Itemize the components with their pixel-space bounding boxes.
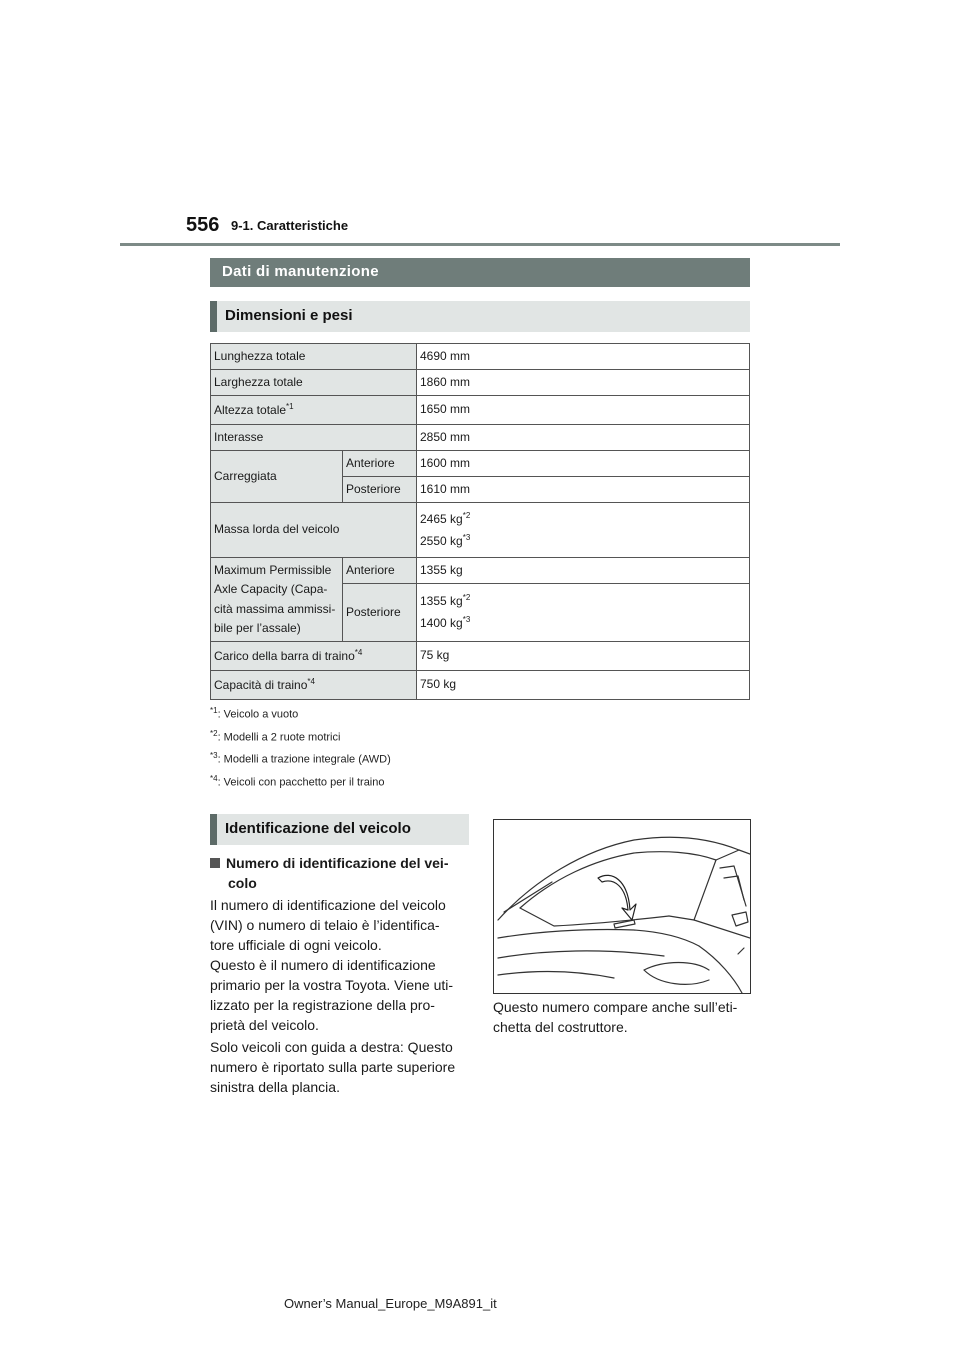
row-label: Larghezza totale: [211, 370, 417, 396]
row-label: Carreggiata: [211, 451, 343, 503]
section-label: 9-1. Caratteristiche: [231, 218, 349, 233]
page-number: 556: [186, 214, 220, 236]
footnote-text: : Veicoli con pacchetto per il traino: [217, 776, 385, 789]
table-row: [211, 344, 750, 370]
label-line: Axle Capacity (Capa-: [214, 582, 328, 596]
identification-title: Identificazione del veicolo: [225, 820, 411, 837]
table-row: [211, 370, 750, 396]
bullet-square-icon: [210, 858, 220, 868]
sub-label: Posteriore: [343, 477, 417, 503]
dimensions-title: Dimensioni e pesi: [225, 307, 353, 324]
sub-label: Anteriore: [343, 451, 417, 477]
table-row: [211, 558, 750, 584]
text-line: primario per la vostra Toyota. Viene uti-: [210, 977, 454, 993]
section-title-bar: [210, 258, 750, 287]
footnote-mark: *2: [462, 593, 471, 603]
sub-label: Anteriore: [343, 558, 417, 584]
footnote: [210, 729, 340, 744]
figure-caption: [493, 997, 753, 1037]
table-row: [211, 451, 750, 477]
footnote-text: : Veicolo a vuoto: [217, 708, 299, 721]
footnote-mark: *2: [462, 510, 471, 520]
vin-location-illustration: [493, 819, 751, 994]
row-value: [417, 503, 750, 558]
footnote-mark: *4: [354, 647, 363, 657]
dimensions-table: [210, 343, 750, 700]
row-value: 750 kg: [417, 671, 750, 700]
row-label: Interasse: [211, 425, 417, 451]
row-label: [211, 642, 417, 671]
table-row: [211, 671, 750, 700]
row-label: [211, 396, 417, 425]
header-rule: [120, 243, 840, 246]
value-text: 1355 kg: [420, 594, 463, 609]
footnote-mark: *4: [210, 774, 218, 783]
text-line: Questo è il numero di identificazione: [210, 957, 436, 973]
text-line: Solo veicoli con guida a destra: Questo: [210, 1039, 453, 1055]
row-value: [417, 584, 750, 642]
footnote-text: : Modelli a 2 ruote motrici: [217, 731, 341, 744]
car-windshield-drawing: [494, 820, 750, 993]
footnote: [210, 751, 391, 766]
text-line: (VIN) o numero di telaio è l’identifica-: [210, 917, 440, 933]
label-line: bile per l’assale): [214, 621, 301, 635]
label-text: Capacità di traino: [214, 677, 308, 692]
row-label: [211, 558, 343, 642]
text-line: sinistra della plancia.: [210, 1079, 340, 1095]
value-text: 1400 kg: [420, 616, 463, 630]
footnote: [210, 774, 385, 789]
vin-paragraph: [210, 895, 472, 1035]
text-line: numero è riportato sulla parte superiore: [210, 1059, 456, 1075]
row-label: Lunghezza totale: [211, 344, 417, 370]
row-value: 1860 mm: [417, 370, 750, 396]
row-value: 4690 mm: [417, 344, 750, 370]
footnote-mark: *3: [210, 751, 218, 760]
section-title: Dati di manutenzione: [222, 263, 379, 280]
table-row: [211, 396, 750, 425]
table-row: [211, 503, 750, 558]
text-line: prietà del veicolo.: [210, 1017, 319, 1033]
footnote-mark: *2: [210, 729, 218, 738]
label-line: Maximum Permissible: [214, 562, 332, 577]
label-text: Carico della barra di traino: [214, 648, 355, 663]
value-text: 2550 kg: [420, 533, 463, 548]
rhd-paragraph: [210, 1037, 472, 1097]
footnote-mark: *4: [307, 676, 315, 686]
sub-label: Posteriore: [343, 584, 417, 642]
footnote-text: : Modelli a trazione integrale (AWD): [217, 753, 391, 766]
row-value: 1600 mm: [417, 451, 750, 477]
row-value: 1355 kg: [417, 558, 750, 584]
arrow-icon: [598, 875, 636, 920]
text-line: Il numero di identificazione del veicolo: [210, 897, 446, 913]
footnote-mark: *1: [210, 706, 218, 715]
text-line: tore ufficiale di ogni veicolo.: [210, 937, 382, 953]
dimensions-subheading: [210, 301, 750, 332]
footnote: [210, 706, 298, 721]
row-value: 75 kg: [417, 642, 750, 671]
table-row: [211, 642, 750, 671]
vin-heading: [210, 853, 472, 893]
row-value: 1610 mm: [417, 477, 750, 503]
footnote-mark: *3: [462, 615, 471, 624]
text-line: Questo numero compare anche sull’eti-: [493, 999, 738, 1015]
vin-heading-line: colo: [228, 875, 257, 891]
footer-text: Owner’s Manual_Europe_M9A891_it: [284, 1296, 497, 1311]
footnote-mark: *3: [462, 532, 471, 542]
text-line: lizzato per la registrazione della pro-: [210, 997, 435, 1013]
table-row: [211, 425, 750, 451]
label-text: Altezza totale: [214, 402, 287, 417]
row-value: 2850 mm: [417, 425, 750, 451]
row-value: 1650 mm: [417, 396, 750, 425]
vin-heading-line: Numero di identificazione del vei-: [226, 855, 449, 871]
label-line: cità massima ammissi-: [214, 601, 336, 616]
row-label: Massa lorda del veicolo: [211, 503, 417, 558]
text-line: chetta del costruttore.: [493, 1019, 628, 1035]
identification-subheading: [210, 814, 469, 845]
value-text: 2465 kg: [420, 511, 463, 526]
footnote-mark: *1: [286, 401, 294, 411]
row-label: [211, 671, 417, 700]
